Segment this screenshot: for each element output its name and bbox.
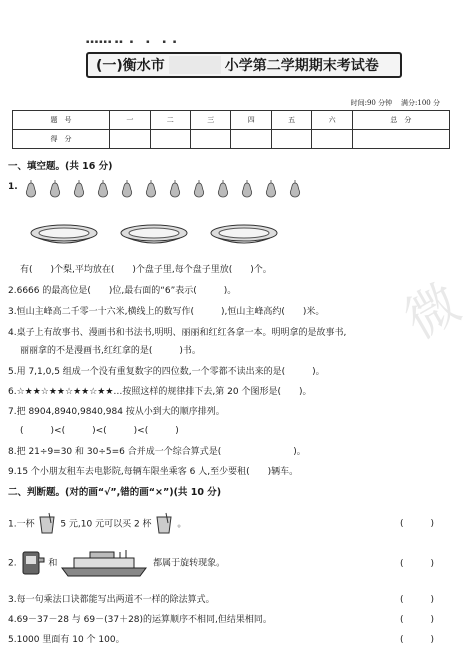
drink-cup-icon [154, 513, 174, 535]
q5-text: 5.用 7,1,0,5 组成一个没有重复数字的四位数,一个零都不读出来的是( )。 [8, 367, 325, 377]
score-cell[interactable] [271, 130, 311, 149]
plate-icon [210, 224, 278, 246]
q9-text: 9.15 个小朋友租车去电影院,每辆车限坐乘客 6 人,至少要租( )辆车。 [8, 467, 299, 477]
s2-q4-text: 4.69－37－28 与 69－(37＋28)的运算顺序不相同,但结果相同。 [8, 615, 272, 625]
s2-q2-text [8, 548, 225, 578]
barcode-strip: ▪▪▪▪▪▪ ▪▪ ▪ ▪ ▪ ▪ [86, 39, 178, 45]
table-cell: 二 [150, 111, 190, 130]
ship-icon [60, 548, 150, 578]
pear-icon [240, 178, 254, 198]
drink-cup-icon [37, 513, 57, 535]
pear-icon [264, 178, 278, 198]
score-cell[interactable] [191, 130, 231, 149]
judge-blank[interactable]: ( ) [399, 519, 434, 529]
exam-title [86, 52, 402, 78]
s2-q1-text [8, 513, 186, 535]
exam-meta [351, 98, 440, 108]
watermark: 微 [395, 273, 471, 352]
score-cell[interactable] [231, 130, 271, 149]
s2-q2-number: 2. [8, 558, 17, 569]
table-cell: 题 号 [13, 111, 110, 130]
full-score: 满分:100 分 [401, 99, 440, 107]
s2-q5-text: 5.1000 里面有 10 个 100。 [8, 635, 125, 645]
q1-text: 有( )个梨,平均放在( )个盘子里,每个盘子里放( )个。 [20, 265, 272, 275]
table-cell: 五 [271, 111, 311, 130]
q4-text-line1: 4.桌子上有故事书、漫画书和书法书,明明、丽丽和红红各拿一本。明明拿的是故事书, [8, 328, 347, 338]
q7-blanks: ( )<( )<( )<( ) [20, 426, 179, 436]
s2-q2-and: 和 [48, 558, 58, 569]
table-cell: 总 分 [352, 111, 449, 130]
judge-blank[interactable]: ( ) [399, 615, 434, 625]
q2-text: 2.6666 的最高位是( )位,最右面的“6”表示( )。 [8, 286, 237, 296]
table-cell: 四 [231, 111, 271, 130]
s2-q1-part2: 5 元,10 元可以买 2 杯 [60, 519, 152, 530]
pear-icon [192, 178, 206, 198]
score-cell[interactable] [150, 130, 190, 149]
pear-icon [288, 178, 302, 198]
pear-icon [216, 178, 230, 198]
q4-text-line2: 丽丽拿的不是漫画书,红红拿的是( )书。 [20, 346, 201, 356]
table-cell: 三 [191, 111, 231, 130]
judge-blank[interactable]: ( ) [399, 559, 434, 569]
q8-text: 8.把 21÷9=30 和 30÷5=6 合并成一个综合算式是( )。 [8, 447, 306, 457]
q6-text [8, 384, 311, 397]
table-cell: 得 分 [13, 130, 110, 149]
plate-icon [30, 224, 98, 246]
s2-q1-part3: 。 [177, 519, 187, 530]
s2-q2-rest: 都属于旋转现象。 [153, 558, 226, 569]
section1-title: 一、填空题。(共 16 分) [8, 161, 113, 172]
plate-icon [120, 224, 188, 246]
pear-icon [96, 178, 110, 198]
title-right: 小学第二学期期末考试卷 [224, 58, 379, 74]
s2-q3-text: 3.每一句乘法口诀都能写出两道不一样的除法算式。 [8, 595, 215, 605]
table-cell: 一 [110, 111, 150, 130]
pear-icon [24, 178, 38, 198]
pear-icon [120, 178, 134, 198]
score-cell[interactable] [110, 130, 150, 149]
judge-blank[interactable]: ( ) [399, 595, 434, 605]
star-pattern: ☆★★☆★★☆★★☆★★ [16, 387, 114, 397]
score-cell[interactable] [352, 130, 449, 149]
time-limit: 时间:90 分钟 [350, 99, 393, 107]
pear-icon [144, 178, 158, 198]
pear-icon [48, 178, 62, 198]
score-cell[interactable] [312, 130, 352, 149]
pear-icon [72, 178, 86, 198]
judge-blank[interactable]: ( ) [399, 635, 434, 645]
title-left: (一)衡水市 [96, 58, 165, 74]
table-cell: 六 [312, 111, 352, 130]
redacted-school-name [169, 56, 221, 74]
score-table-score-row [13, 130, 450, 149]
score-table-header-row [13, 111, 450, 130]
section2-title: 二、判断题。(对的画“√”,错的画“×”)(共 10 分) [8, 487, 222, 498]
score-table [12, 110, 450, 149]
s2-q1-part1: 1.一杯 [8, 519, 35, 530]
pear-icon [168, 178, 182, 198]
pencil-sharpener-icon [19, 548, 45, 578]
q1-number: 1. [8, 182, 18, 192]
q7-text: 7.把 8904,8940,9840,984 按从小到大的顺序排列。 [8, 407, 225, 417]
q3-text: 3.恒山主峰高二千零一十六米,横线上的数写作( ),恒山主峰高约( )米。 [8, 307, 325, 317]
q6-question: …按照这样的规律排下去,第 20 个图形是( )。 [113, 387, 312, 397]
q6-number: 6. [8, 387, 17, 397]
